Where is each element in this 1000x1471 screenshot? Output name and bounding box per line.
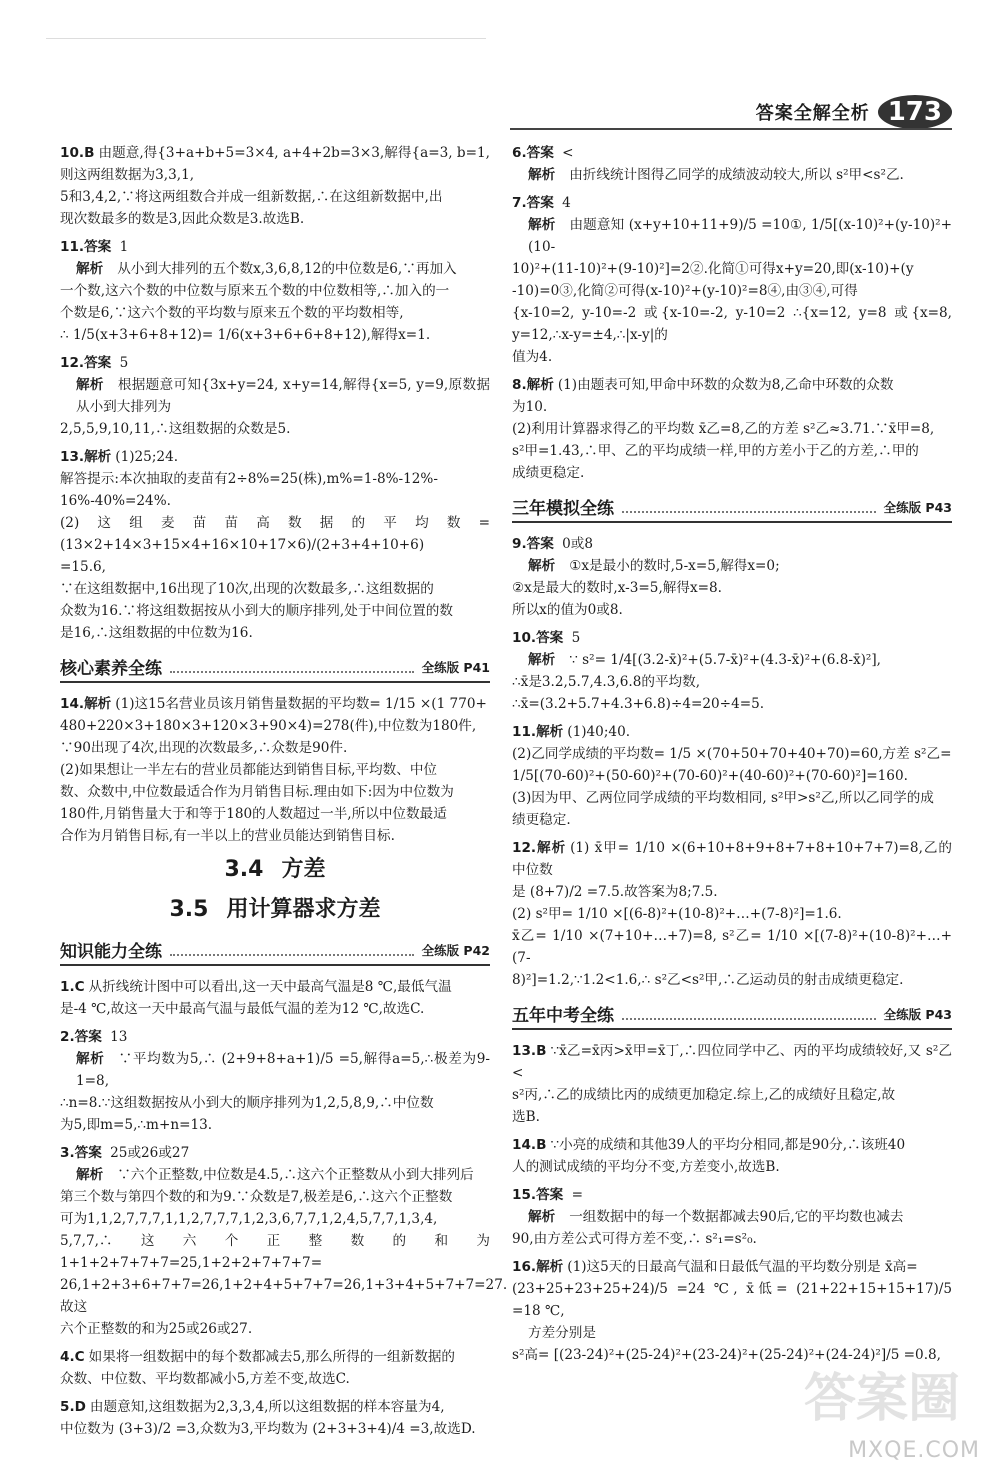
text-line: s²高= [(23-24)²+(25-24)²+(23-24)²+(25-24)²+(24-24)²]/5 =0.8, (512, 1347, 941, 1363)
analysis-label: 解析 (76, 1051, 105, 1067)
text-line: 个数是6,∵这六个数的平均数与原来五个数的平均数相等, (60, 305, 404, 321)
page-header (756, 92, 952, 132)
text-line: {x-10=2, y-10=-2 或{x-10=-2, y-10=2 ∴{x=12, y=8 或{x=8, y=12,∴x-y=±4,∴|x-y|的 (512, 305, 952, 343)
question-12 (60, 352, 490, 440)
question-number: 16.解析 (512, 1259, 564, 1275)
question-4 (60, 1346, 490, 1390)
section-ref: 全练版 P42 (421, 942, 490, 958)
dotted-leader (170, 661, 414, 673)
right-column (512, 142, 952, 1372)
text-line: 8)²]=1.2,∵1.2<1.6,∴ s²乙<s²甲,∴乙运动员的射击成绩更稳定. (512, 972, 904, 988)
question-number: 4.C (60, 1349, 85, 1365)
section-heading (512, 494, 952, 523)
section-ref: 全练版 P43 (883, 1006, 952, 1022)
text-line: 第三个数与第四个数的和为9.∵众数是7,极差是6,∴这六个正整数 (60, 1189, 453, 1205)
text-line: (1)25;24. (115, 449, 179, 465)
question-2 (60, 1026, 490, 1136)
question-number: 14.B (512, 1137, 547, 1153)
analysis-label: 解析 (76, 1167, 104, 1183)
question-number: 11.解析 (512, 724, 564, 740)
text-line: 10)²+(11-10)²+(9-10)²]=2②.化简①可得x+y=20,即(x-10)+(y (512, 261, 914, 277)
text-line: ∴x̄=(3.2+5.7+4.3+6.8)÷4=20÷4=5. (512, 696, 765, 712)
text-line: 16%-40%=24%. (60, 493, 171, 509)
section-heading (60, 937, 490, 966)
question-11-right (512, 721, 952, 831)
text-line: 一个数,这六个数的中位数与原来五个数的中位数相等,∴加入的一 (60, 283, 450, 299)
text-line: (3)因为甲、乙两位同学成绩的平均数相同, s²甲>s²乙,所以乙同学的成 (512, 790, 934, 806)
text-line: 从小到大排列的五个数x,3,6,8,12的中位数是6,∵再加入 (117, 261, 457, 277)
left-column (60, 142, 508, 1446)
text-line: (2) s²甲= 1/10 ×[(6-8)²+(10-8)²+…+(7-8)²]=1.6. (512, 906, 842, 922)
question-9 (512, 533, 952, 621)
question-number: 15.答案 (512, 1187, 564, 1203)
chapter-number: 3.4 (224, 857, 264, 882)
text-line: =15.6, (60, 559, 106, 575)
question-number: 13.解析 (60, 449, 112, 465)
text-line: 值为4. (512, 349, 553, 365)
text-line: 合作为月销售目标,有一半以上的营业员能达到销售目标. (60, 828, 395, 844)
question-number: 9.答案 (512, 536, 554, 552)
question-number: 7.答案 (512, 195, 554, 211)
text-line: 如果将一组数据中的每个数都减去5,那么所得的一组新数据的 (88, 1349, 456, 1365)
header-rule (510, 128, 952, 130)
question-5 (60, 1396, 490, 1440)
section-ref: 全练版 P41 (421, 659, 490, 675)
answer-value: = (571, 1187, 583, 1203)
text-line: 解答提示:本次抽取的麦苗有2÷8%=25(株),m%=1-8%-12%- (60, 471, 438, 487)
question-number: 13.B (512, 1043, 547, 1059)
text-line: 方差分别是 (528, 1325, 596, 1341)
text-line: ∴n=8.∵这组数据按从小到大的顺序排列为1,2,5,8,9,∴中位数 (60, 1095, 434, 1111)
question-16 (512, 1256, 952, 1366)
text-line: 是 (8+7)/2 =7.5.故答案为8;7.5. (512, 884, 718, 900)
section-heading (60, 654, 490, 683)
text-line: 人的测试成绩的平均分不变,方差变小,故选B. (512, 1159, 780, 1175)
text-line: 可为1,1,2,7,7,7,1,1,2,7,7,7,1,2,3,6,7,7,1,2,4,5,7,7,1,3,4, (60, 1211, 438, 1227)
text-line: 由题意,得{3+a+b+5=3×4, a+4+2b=3×3,解得{a=3, b=1,则这两组数据为3,3,1, (60, 145, 490, 183)
answer-value: 25或26或27 (110, 1145, 190, 1161)
answer-value: 5 (119, 355, 129, 371)
text-line: -10)=0③,化简②可得(x-10)²+(y-10)²=8④,由③④,可得 (512, 283, 858, 299)
answer-value: 0或8 (562, 536, 594, 552)
text-line: 26,1+2+3+6+7+7=26,1+2+4+5+7+7=26,1+3+4+5+7+7=27.故这 (60, 1277, 508, 1315)
section-title: 五年中考全练 (512, 1006, 614, 1026)
answer-value: 1 (119, 239, 129, 255)
chapter-name: 方差 (281, 857, 326, 882)
watermark-logo: 答案圈 (803, 1369, 960, 1429)
text-line: 5和3,4,2,∵将这两组数合并成一组新数据,∴在这组新数据中,出 (60, 189, 443, 205)
text-line: 由折线统计图得乙同学的成绩波动较大,所以 s²甲<s²乙. (569, 167, 904, 183)
text-line: 180件,月销售量大于和等于180的人数超过一半,所以中位数最适 (60, 806, 447, 822)
text-line: ②x是最大的数时,x-3=5,解得x=8. (512, 580, 722, 596)
text-line: s²甲=1.43,∴甲、乙的平均成绩一样,甲的方差小于乙的方差,∴甲的 (512, 443, 919, 459)
text-line: 为5,即m=5,∴m+n=13. (60, 1117, 213, 1133)
text-line: 1/5[(70-60)²+(50-60)²+(70-60)²+(40-60)²+(70-60)²]=160. (512, 768, 908, 784)
analysis-label: 解析 (528, 1209, 556, 1225)
text-line: 选B. (512, 1109, 540, 1125)
text-line: (2)如果想让一半左右的营业员都能达到销售目标,平均数、中位 (60, 762, 438, 778)
question-13-right (512, 1040, 952, 1128)
page-number: 173 (878, 95, 952, 129)
question-3 (60, 1142, 508, 1340)
analysis-label: 解析 (528, 167, 556, 183)
text-line: (2)乙同学成绩的平均数= 1/5 ×(70+50+70+40+70)=60,方差 s²乙= (512, 746, 952, 762)
answer-value: 5 (571, 630, 581, 646)
chapter-title-3-5 (60, 893, 490, 927)
text-line: 成绩更稳定. (512, 465, 585, 481)
answer-value: 13 (110, 1029, 128, 1045)
text-line: ∵六个正整数,中位数是4.5,∴这六个正整数从小到大排列后 (117, 1167, 474, 1183)
analysis-label: 解析 (528, 652, 556, 668)
question-number: 14.解析 (60, 696, 112, 712)
text-line: 数、众数中,中位数最适合作为月销售目标.理由如下:因为中位数为 (60, 784, 454, 800)
text-line: (2)利用计算器求得乙的平均数 x̄乙=8,乙的方差 s²乙≈3.71.∵x̄甲=8, (512, 421, 935, 437)
question-number: 12.答案 (60, 355, 112, 371)
analysis-label: 解析 (76, 377, 104, 393)
text-line: 是16,∴这组数据的中位数为16. (60, 625, 253, 641)
section-title: 三年模拟全练 (512, 499, 614, 519)
text-line: 480+220×3+180×3+120×3+90×4)=278(件),中位数为180件, (60, 718, 477, 734)
text-line: 众数为16.∵将这组数据按从小到大的顺序排列,处于中间位置的数 (60, 603, 453, 619)
text-line: 六个正整数的和为25或26或27. (60, 1321, 253, 1337)
question-number: 5.D (60, 1399, 86, 1415)
text-line: 5,7,7,∴这六个正整数的和为1+1+2+7+7+7=25,1+2+2+7+7+7= (60, 1233, 490, 1271)
question-14 (60, 693, 490, 847)
text-line: (2)这组麦苗苗高数据的平均数= (13×2+14×3+15×4+16×10+17×6)/(2+3+4+10+6) (60, 515, 490, 553)
text-line: (1) x̄甲= 1/10 ×(6+10+8+9+8+7+8+10+7+7)=8,乙的中位数 (512, 840, 952, 878)
answer-value: 4 (562, 195, 571, 211)
section-ref: 全练版 P43 (883, 499, 952, 515)
question-number: 10.答案 (512, 630, 564, 646)
text-line: ∵平均数为5,∴ (2+9+8+a+1)/5 =5,解得a=5,∴极差为9-1=8, (76, 1051, 491, 1089)
question-number: 11.答案 (60, 239, 112, 255)
text-line: 90,由方差公式可得方差不变,∴ s²₁=s²₀. (512, 1231, 757, 1247)
text-line: 一组数据中的每一个数据都减去90后,它的平均数也减去 (569, 1209, 904, 1225)
answer-value: < (562, 145, 574, 161)
analysis-label: 解析 (528, 558, 556, 574)
question-number: 8.解析 (512, 377, 554, 393)
text-line: ①x是最小的数时,5-x=5,解得x=0; (569, 558, 780, 574)
analysis-label: 解析 (76, 261, 104, 277)
header-title: 答案全解全析 (755, 103, 870, 124)
question-number: 12.解析 (512, 840, 567, 856)
text-line: (1)这15名营业员该月销售量数据的平均数= 1/15 ×(1 770+ (115, 696, 487, 712)
watermark-site: MXQE.COM (848, 1438, 980, 1463)
question-6 (512, 142, 952, 186)
text-line: 从折线统计图中可以看出,这一天中最高气温是8 ℃,最低气温 (88, 979, 452, 995)
section-title: 知识能力全练 (60, 942, 162, 962)
question-10-right (512, 627, 952, 715)
text-line: 2,5,5,9,10,11,∴这组数据的众数是5. (60, 421, 291, 437)
text-line: 是-4 ℃,故这一天中最高气温与最低气温的差为12 ℃,故选C. (60, 1001, 425, 1017)
text-line: ∵x̄乙=x̄丙>x̄甲=x̄丁,∴四位同学中乙、丙的平均成绩较好,又 s²乙< (512, 1043, 952, 1081)
dotted-leader (622, 501, 876, 513)
text-line: 为10. (512, 399, 548, 415)
text-line: ∴ 1/5(x+3+6+8+12)= 1/6(x+3+6+6+8+12),解得x=1. (60, 327, 431, 343)
question-12-right (512, 837, 952, 991)
text-line: ∴x̄是3.2,5.7,4.3,6.8的平均数, (512, 674, 701, 690)
chapter-name: 用计算器求方差 (226, 897, 381, 922)
text-line: s²丙,∴乙的成绩比丙的成绩更加稳定.综上,乙的成绩好且稳定,故 (512, 1087, 896, 1103)
text-line: 绩更稳定. (512, 812, 571, 828)
dotted-leader (170, 944, 414, 956)
question-15 (512, 1184, 952, 1250)
chapter-number: 3.5 (169, 897, 209, 922)
text-line: 所以x的值为0或8. (512, 602, 623, 618)
text-line: 根据题意可知{3x+y=24, x+y=14,解得{x=5, y=9,原数据从小到大排列为 (76, 377, 490, 415)
text-line: (1)40;40. (567, 724, 631, 740)
text-line: ∵在这组数据中,16出现了10次,出现的次数最多,∴这组数据的 (60, 581, 434, 597)
text-line: (23+25+23+25+24)/5 =24 ℃, x̄低= (21+22+15+15+17)/5 =18 ℃, (512, 1281, 952, 1319)
dotted-leader (622, 1008, 876, 1020)
question-11 (60, 236, 490, 346)
question-14-right (512, 1134, 952, 1178)
question-number: 3.答案 (60, 1145, 102, 1161)
analysis-label: 解析 (528, 217, 556, 233)
section-title: 核心素养全练 (60, 659, 162, 679)
text-line: 现次数最多的数是3,因此众数是3.故选B. (60, 211, 305, 227)
text-line: 众数、中位数、平均数都减小5,方差不变,故选C. (60, 1371, 350, 1387)
text-line: ∵ s²= 1/4[(3.2-x̄)²+(5.7-x̄)²+(4.3-x̄)²+(6.8-x̄)²], (569, 652, 882, 668)
question-10 (60, 142, 490, 230)
question-number: 6.答案 (512, 145, 554, 161)
question-7 (512, 192, 952, 368)
question-number: 2.答案 (60, 1029, 102, 1045)
question-8 (512, 374, 952, 484)
top-rule (46, 38, 486, 39)
text-line: 由题意知 (x+y+10+11+9)/5 =10①, 1/5[(x-10)²+(y-10)²+(10- (528, 217, 953, 255)
text-line: (1)这5天的日最高气温和日最低气温的平均数分别是 x̄高= (567, 1259, 918, 1275)
text-line: x̄乙= 1/10 ×(7+10+…+7)=8, s²乙= 1/10 ×[(7-8)²+(10-8)²+…+(7- (512, 928, 952, 966)
section-heading (512, 1001, 952, 1030)
chapter-title-3-4 (60, 853, 490, 887)
question-number: 1.C (60, 979, 85, 995)
text-line: ∵90出现了4次,出现的次数最多,∴众数是90件. (60, 740, 348, 756)
question-13 (60, 446, 490, 644)
text-line: (1)由题表可知,甲命中环数的众数为8,乙命中环数的众数 (557, 377, 894, 393)
question-number: 10.B (60, 145, 95, 161)
text-line: 中位数为 (3+3)/2 =3,众数为3,平均数为 (2+3+3+4)/4 =3,故选D. (60, 1421, 476, 1437)
question-1 (60, 976, 490, 1020)
text-line: ∵小亮的成绩和其他39人的平均分相同,都是90分,∴该班40 (550, 1137, 906, 1153)
text-line: 由题意知,这组数据为2,3,3,4,所以这组数据的样本容量为4, (89, 1399, 445, 1415)
